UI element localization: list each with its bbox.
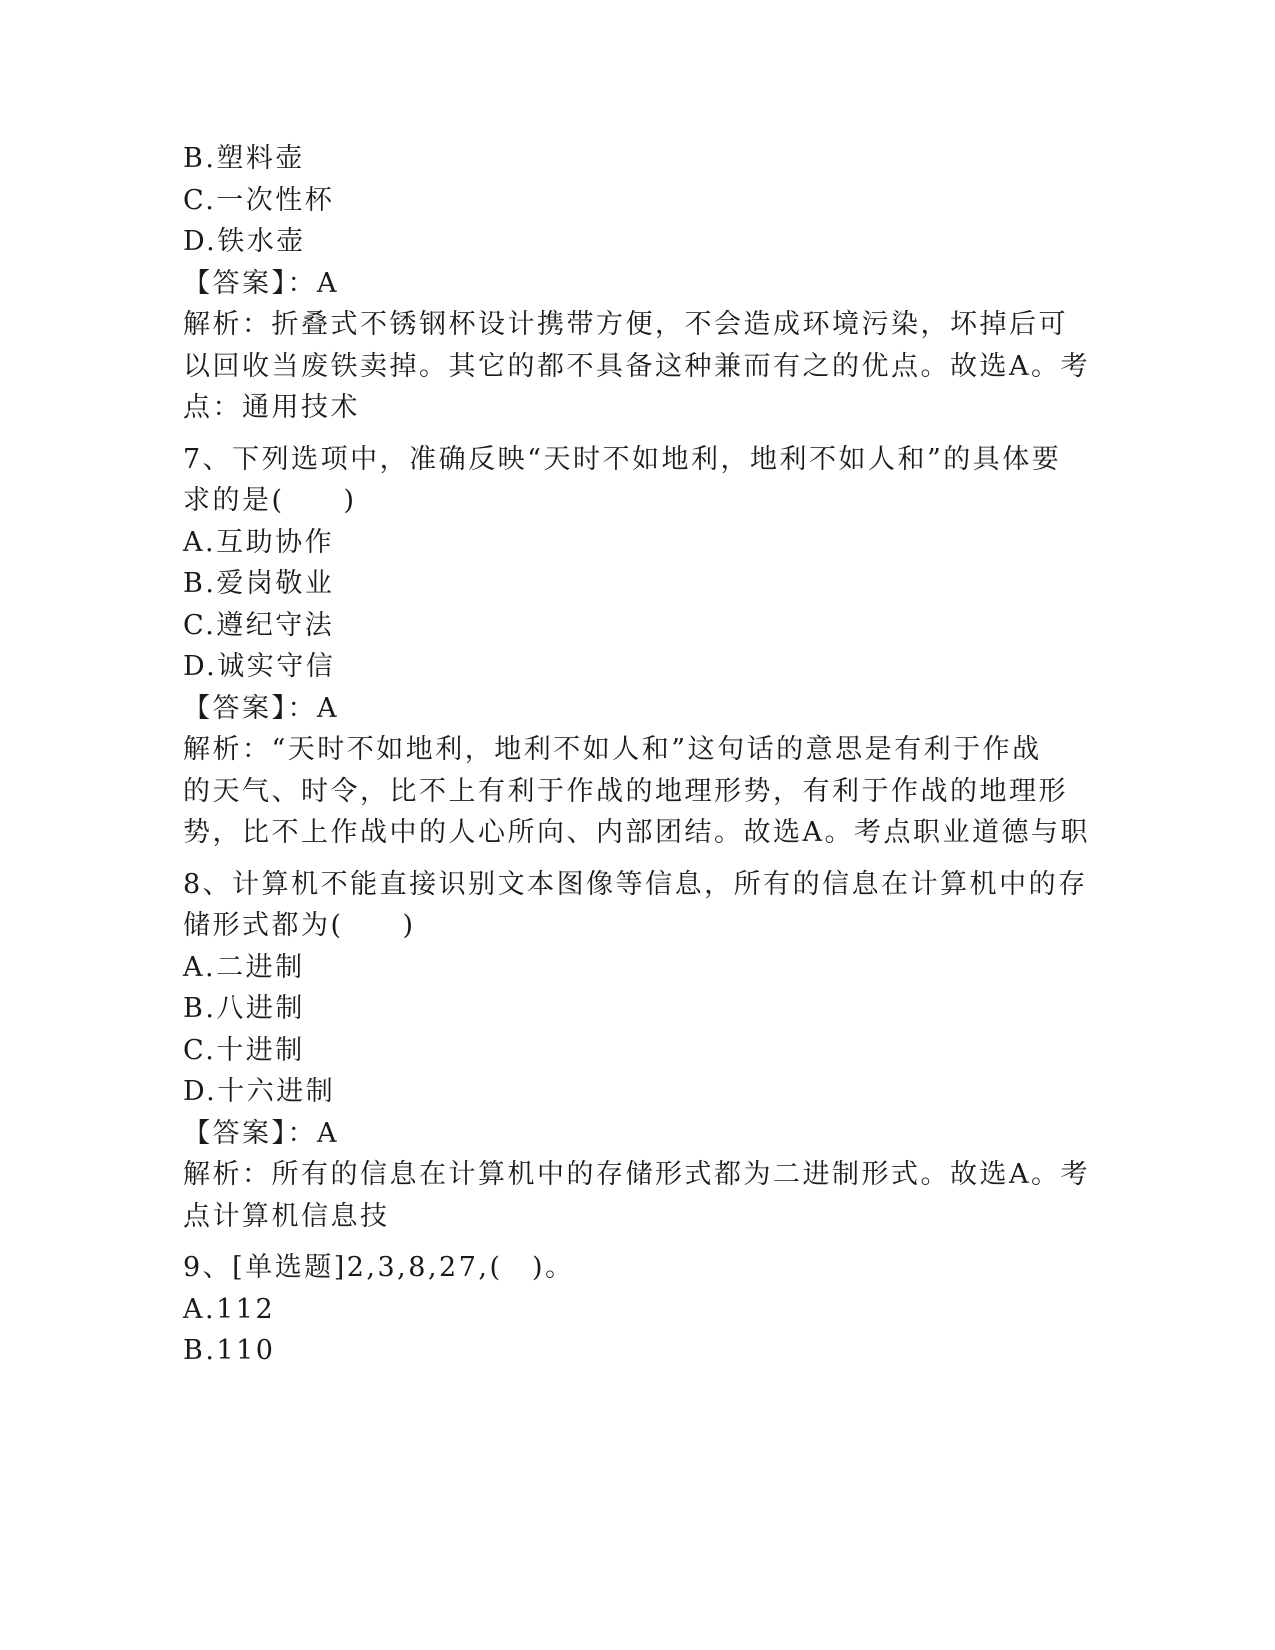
answer-line: 【答案】：A [183,692,339,724]
option-b: B.塑料壶 [183,143,305,174]
explanation-line: 解析：所有的信息在计算机中的存储形式都为二进制形式。故选A。考 [183,1159,1090,1190]
question-6-tail [183,138,1090,429]
option-a: A.112 [183,1293,276,1325]
option-b: B.爱岗敬业 [183,568,335,599]
option-c: C.一次性杯 [183,184,335,216]
answer-line: 【答案】：A [183,267,339,299]
question-stem: 求的是( ) [183,485,357,516]
explanation-line: 的天气、时令，比不上有利于作战的地理形势，有利于作战的地理形 [183,775,1068,807]
question-8 [183,864,1090,1238]
question-stem: 9、[单选题]2,3,8,27,( )。 [183,1252,575,1283]
option-c: C.十进制 [183,1034,305,1066]
question-7 [183,439,1090,854]
document-page [183,138,1090,1372]
option-d: D.诚实守信 [183,651,336,682]
explanation-line: 解析：折叠式不锈钢杯设计携带方便，不会造成环境污染，坏掉后可 [183,309,1068,340]
option-d: D.铁水壶 [183,226,306,257]
question-stem: 储形式都为( ) [183,910,416,941]
explanation-line: 点计算机信息技 [183,1200,390,1232]
option-d: D.十六进制 [183,1076,336,1107]
option-b: B.八进制 [183,993,305,1024]
question-stem: 8、计算机不能直接识别文本图像等信息，所有的信息在计算机中的存 [183,868,1088,900]
explanation-line: 以回收当废铁卖掉。其它的都不具备这种兼而有之的优点。故选A。考 [183,350,1090,382]
answer-line: 【答案】：A [183,1117,339,1149]
option-b: B.110 [183,1335,276,1366]
option-c: C.遵纪守法 [183,609,335,641]
question-9 [183,1247,1043,1372]
question-stem: 7、下列选项中，准确反映“天时不如地利，地利不如人和”的具体要 [183,443,1062,475]
explanation-line: 解析：“天时不如地利，地利不如人和”这句话的意思是有利于作战 [183,734,1042,765]
option-a: A.二进制 [183,951,305,983]
option-a: A.互助协作 [183,526,335,558]
explanation-line: 点：通用技术 [183,392,360,423]
explanation-line: 势，比不上作战中的人心所向、内部团结。故选A。考点职业道德与职 [183,817,1090,848]
